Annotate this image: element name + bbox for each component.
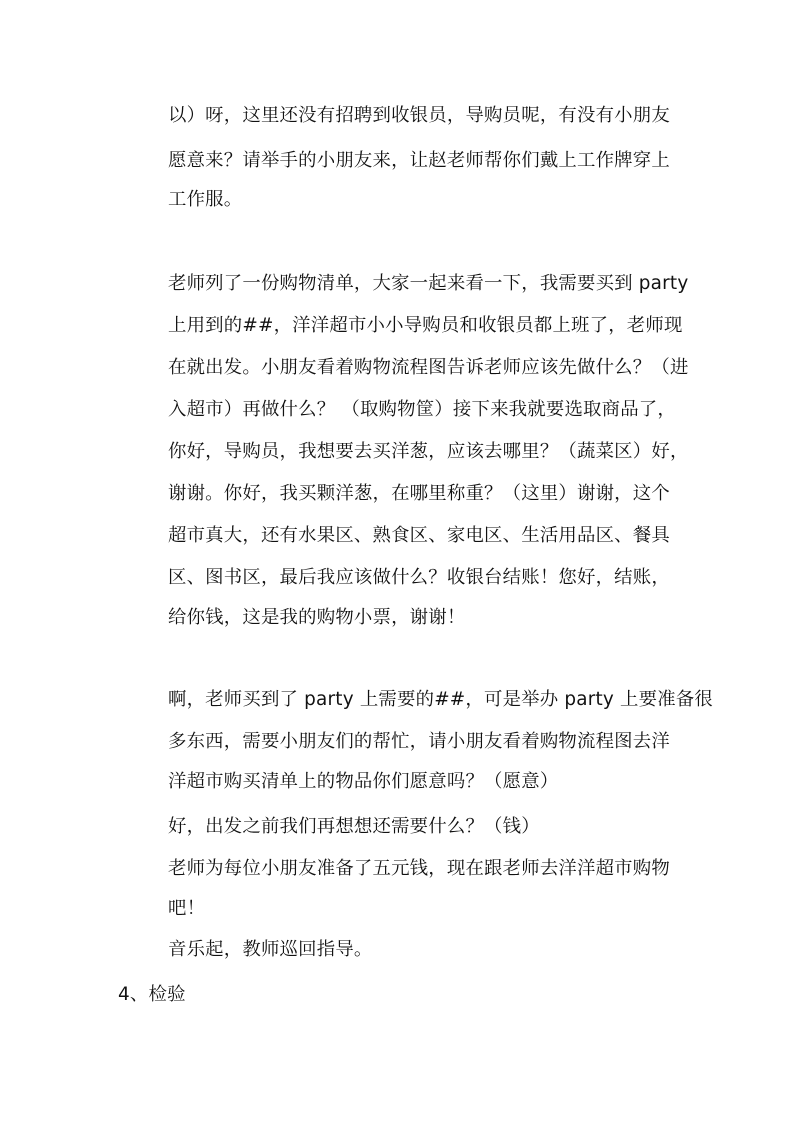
text-line: 多东西，需要小朋友们的帮忙，请小朋友看着购物流程图去洋 [168,731,670,752]
text-line: 愿意来？请举手的小朋友来，让赵老师帮你们戴上工作牌穿上 [168,150,670,171]
text-line: 工作服。 [168,189,243,210]
text-line: 老师为每位小朋友准备了五元钱，现在跟老师去洋洋超市购物 [168,858,670,879]
text-line: 老师列了一份购物清单，大家一起来看一下，我需要买到 party [168,273,689,294]
text-line: 上用到的##，洋洋超市小小导购员和收银员都上班了，老师现 [168,315,683,336]
text-line: 以）呀，这里还没有招聘到收银员，导购员呢，有没有小朋友 [168,105,670,126]
text-line: 好，出发之前我们再想想还需要什么？（钱） [168,816,540,837]
text-line: 在就出发。小朋友看着购物流程图告诉老师应该先做什么？（进 [168,357,689,378]
text-line: 超市真大，还有水果区、熟食区、家电区、生活用品区、餐具 [168,525,670,546]
text-line: 你好，导购员，我想要去买洋葱，应该去哪里？（蔬菜区）好， [168,441,689,462]
text-line: 给你钱，这是我的购物小票，谢谢！ [168,607,466,628]
text-line: 区、图书区，最后我应该做什么？收银台结账！您好，结账， [168,567,670,588]
text-line: 洋超市购买清单上的物品你们愿意吗？（愿意） [168,771,559,792]
text-line: 入超市）再做什么？ （取购物筐）接下来我就要选取商品了， [168,399,676,420]
text-line: 啊，老师买到了 party 上需要的##，可是举办 party 上要准备很 [168,689,714,710]
text-line: 吧！ [168,898,206,919]
text-line: 谢谢。你好，我买颗洋葱，在哪里称重？（这里）谢谢，这个 [168,483,670,504]
text-line: 音乐起，教师巡回指导。 [168,939,373,960]
section-heading: 4、检验 [118,984,186,1005]
